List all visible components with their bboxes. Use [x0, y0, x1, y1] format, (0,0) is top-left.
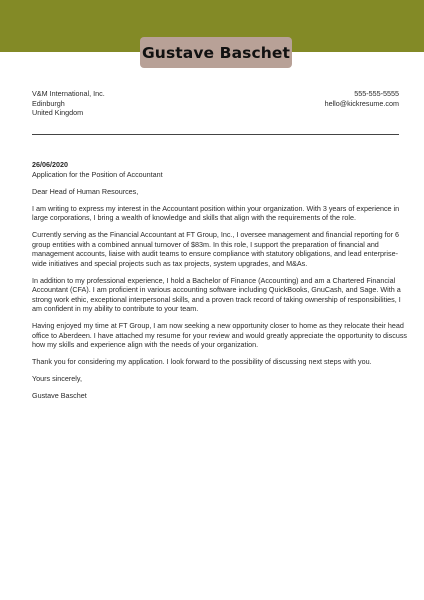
- letter-subject: Application for the Position of Accountant: [32, 169, 163, 179]
- letter-salutation: Dear Head of Human Resources,: [32, 186, 139, 196]
- sender-address: [32, 89, 105, 118]
- paragraph-line: Having enjoyed my time at FT Group, I am now seeking a new opportunity closer to home as they relocate their head: [32, 321, 404, 330]
- sender-company: V&M International, Inc.: [32, 89, 105, 98]
- letter-date: 26/06/2020: [32, 160, 68, 169]
- applicant-name: Gustave Baschet: [141, 43, 290, 62]
- paragraph-2: [32, 230, 399, 268]
- paragraph-4: [32, 321, 408, 350]
- paragraph-3: [32, 276, 399, 314]
- paragraph-line: group entities with a combined annual turnover of $83m. In this role, I support the preparation of financial and: [32, 239, 379, 249]
- paragraph-line: how my skills and experience align with the needs of your organization.: [32, 340, 259, 349]
- paragraph-line: strong work ethic, exceptional interpersonal skills, and a proven track record of taking ownership of responsibilities, I: [32, 294, 401, 304]
- paragraph-line: wide initiatives and special projects such as tax projects, system upgrades, and M&As.: [32, 258, 308, 268]
- paragraph-1: [32, 204, 399, 223]
- name-banner: [140, 37, 292, 68]
- letter-signature: Gustave Baschet: [32, 391, 87, 400]
- paragraph-line: I am writing to express my interest in the Accountant position within your organization. With 3 years of experience in: [32, 203, 400, 213]
- sender-country: United Kingdom: [32, 108, 84, 117]
- paragraph-line: management accounts, liaise with audit teams to ensure compliance with statutory obligations, and lead enterprise-: [32, 249, 398, 258]
- letter-closing: Yours sincerely,: [32, 374, 82, 383]
- contact-email: hello@kickresume.com: [324, 98, 399, 108]
- contact-info: [325, 89, 399, 108]
- paragraph-line: In addition to my professional experience, I hold a Bachelor of Finance (Accounting) and am a Chartered Financial: [32, 275, 396, 285]
- paragraph-line: Accountant (CFA). I am proficient in various accounting software including QuickBooks, GnuCash, and Sage. With a: [32, 285, 401, 294]
- paragraph-line: large corporations, I bring a wealth of knowledge and skills that align with the requirements of the role.: [32, 213, 357, 222]
- divider: [32, 134, 399, 135]
- paragraph-line: office to Aberdeen. I have attached my resume for your review and would greatly appreciate the opportunity to discuss: [32, 330, 408, 340]
- contact-phone: 555-555-5555: [354, 89, 399, 98]
- paragraph-5: [32, 357, 399, 367]
- sender-city: Edinburgh: [32, 98, 65, 108]
- paragraph-line: am confident in my ability to contribute to your team.: [32, 304, 199, 313]
- paragraph-line: Currently serving as the Financial Accountant at FT Group, Inc., I oversee management and financial reporting for 6: [32, 230, 400, 239]
- letter-body: [32, 160, 408, 408]
- paragraph-line: Thank you for considering my application. I look forward to the possibility of discussing next steps with you.: [32, 357, 372, 366]
